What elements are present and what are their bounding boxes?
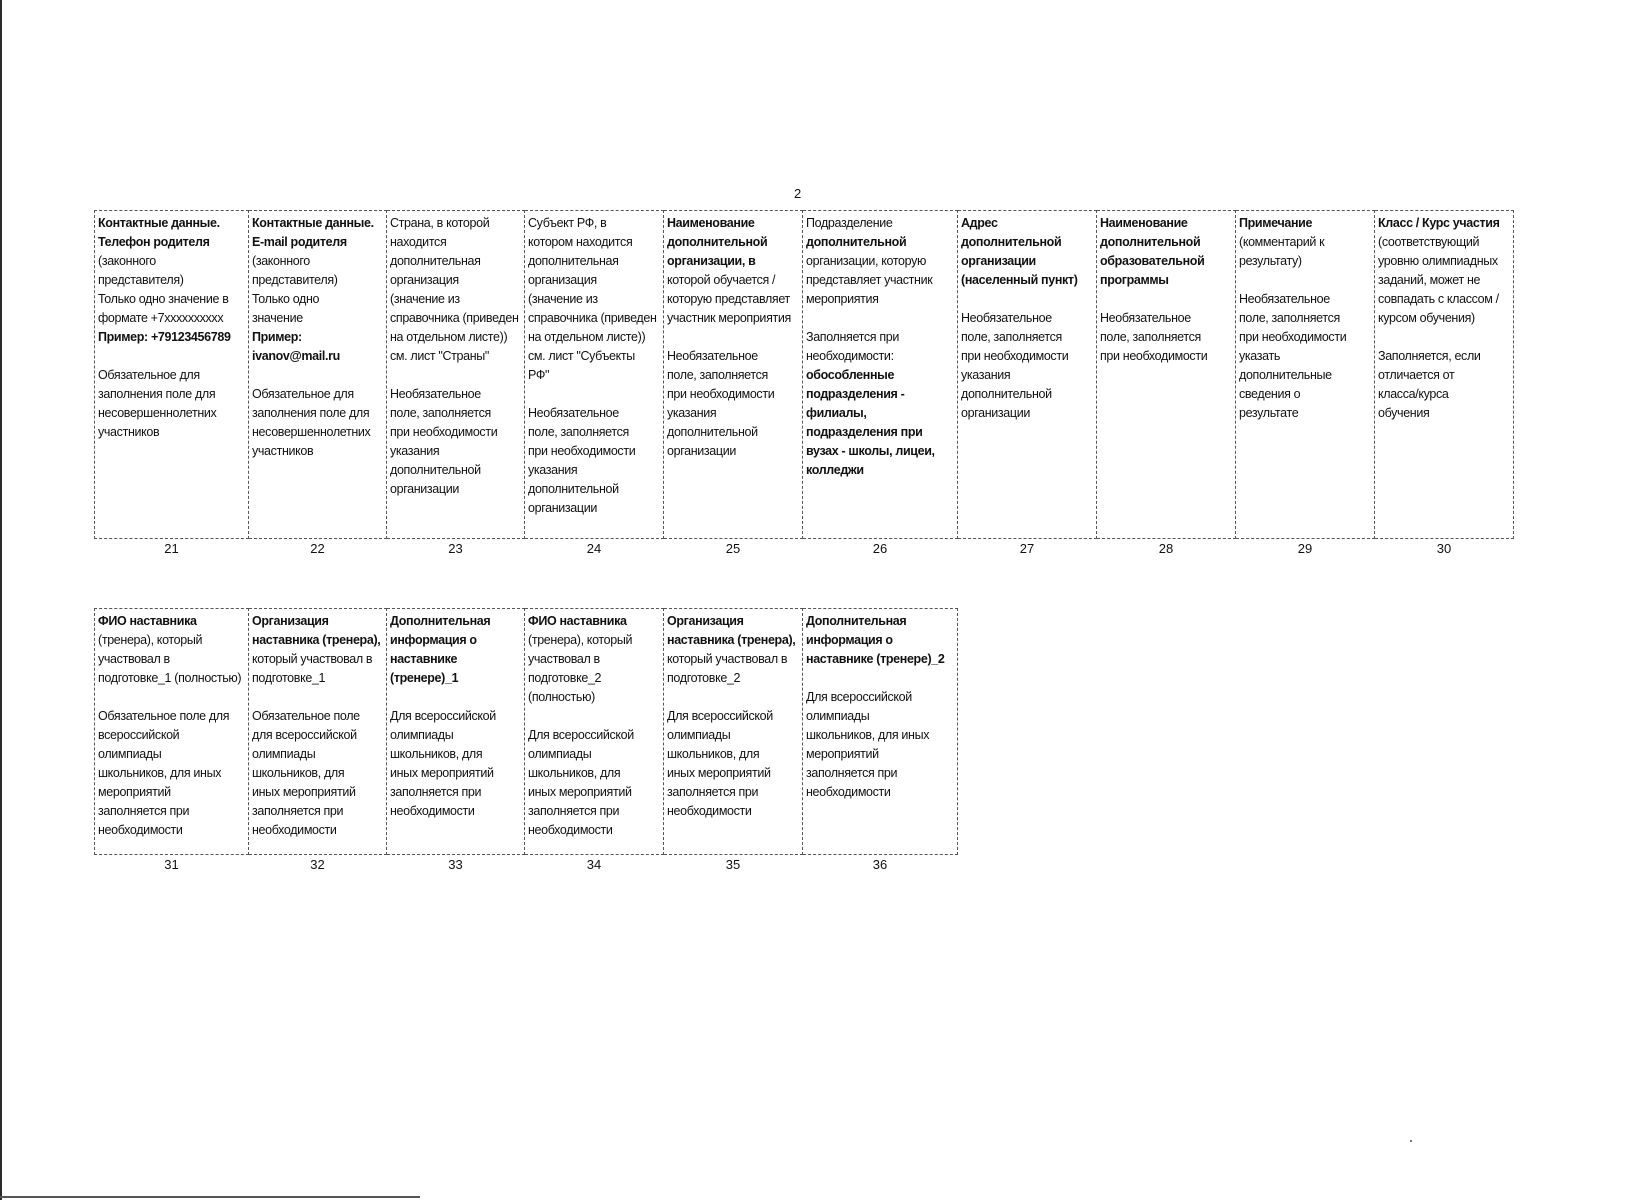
cell-text-line: несовершеннолетних <box>252 425 371 439</box>
cell-text-line: указания <box>667 406 717 420</box>
cell-text-line: дополнительной <box>667 425 758 439</box>
cell-text-line: подготовке_1 <box>252 671 326 685</box>
cell-text-line: заполняется при <box>667 785 759 799</box>
cell-text-line: E-mail родителя <box>252 235 347 249</box>
cell-text-line: организации <box>390 482 459 496</box>
cell-text-line: ivanov@mail.ru <box>252 349 340 363</box>
cell-text-line: Заполняется, если <box>1378 349 1481 363</box>
cell-text-line: образовательной <box>1100 254 1205 268</box>
cell-text-line: олимпиады <box>806 709 870 723</box>
cell-text-line: (значение из <box>390 292 460 306</box>
fields-table-top <box>94 210 1514 558</box>
cell-text-line: (значение из <box>528 292 598 306</box>
cell-text-line: мероприятий <box>98 785 171 799</box>
cell-text-line: наставнике <box>390 652 458 666</box>
cell-text-line: представителя) <box>98 273 184 287</box>
column-description-21 <box>95 211 249 539</box>
cell-text-line: олимпиады <box>98 747 162 761</box>
cell-text-line: (законного <box>98 254 156 268</box>
cell-text-line: заполняется при <box>98 804 190 818</box>
cell-text-line: организации, которую <box>806 254 927 268</box>
cell-text-line: заданий, может не <box>1378 273 1481 287</box>
cell-text-line: филиалы, <box>806 406 867 420</box>
cell-text-line: представляет участник <box>806 273 933 287</box>
column-description-22 <box>249 211 387 539</box>
cell-text-line: поле, заполняется <box>390 406 491 420</box>
cell-text-line: (населенный пункт) <box>961 273 1078 287</box>
column-description-30 <box>1375 211 1514 539</box>
cell-text-line: необходимости <box>390 804 475 818</box>
cell-text-line: необходимости <box>98 823 183 837</box>
cell-text-line: мероприятия <box>806 292 879 306</box>
scan-edge-line <box>0 0 2 1200</box>
cell-text-line: Пример: +79123456789 <box>98 330 231 344</box>
cell-text-line: олимпиады <box>667 728 731 742</box>
cell-text-line: заполняется при <box>252 804 344 818</box>
cell-text-line: которую представляет <box>667 292 790 306</box>
cell-text-line: Субъект РФ, в <box>528 216 607 230</box>
cell-text-line: для всероссийской <box>252 728 357 742</box>
column-description-35 <box>664 609 803 855</box>
cell-text-line: заполнения поле для <box>98 387 216 401</box>
cell-text-line: Для всероссийской <box>667 709 773 723</box>
cell-text-line: Дополнительная <box>390 614 491 628</box>
cell-text-line: (тренера), который <box>528 633 633 647</box>
cell-text-line: дополнительной <box>806 235 907 249</box>
cell-text-line: поле, заполняется <box>1100 330 1201 344</box>
cell-text-line: Необязательное <box>961 311 1052 325</box>
cell-text-line: при необходимости <box>1100 349 1208 363</box>
cell-text-line: подготовке_2 <box>528 671 602 685</box>
cell-text-line: на отдельном листе)) <box>528 330 646 344</box>
cell-text-line: который участвовал в <box>252 652 373 666</box>
cell-text-line: поле, заполняется <box>528 425 629 439</box>
cell-text-line: Дополнительная <box>806 614 907 628</box>
column-description-26 <box>803 211 958 539</box>
cell-text-line: участников <box>98 425 160 439</box>
cell-text-line: дополнительной <box>961 235 1062 249</box>
cell-text-line: иных мероприятий <box>252 785 356 799</box>
cell-text-line: необходимости <box>667 804 752 818</box>
cell-text-line: дополнительной <box>961 387 1052 401</box>
cell-text-line: Класс / Курс участия <box>1378 216 1500 230</box>
cell-text-line: организация <box>528 273 597 287</box>
cell-text-line: школьников, для иных <box>98 766 222 780</box>
cell-text-line: участник мероприятия <box>667 311 791 325</box>
column-number: 32 <box>310 857 325 872</box>
cell-text-line: мероприятий <box>806 747 879 761</box>
column-number: 36 <box>872 857 888 872</box>
cell-text-line: школьников, для <box>252 766 345 780</box>
cell-text-line: значение <box>252 311 303 325</box>
cell-text-line: представителя) <box>252 273 338 287</box>
cell-text-line: при необходимости <box>1239 330 1347 344</box>
blank-line <box>1378 328 1511 347</box>
cell-text-line: дополнительная <box>390 254 481 268</box>
cell-text-line: школьников, для <box>667 747 760 761</box>
cell-text-line: (тренера), который <box>98 633 203 647</box>
cell-text-line: организации <box>528 501 597 515</box>
column-number: 29 <box>1297 541 1313 556</box>
cell-text-line: иных мероприятий <box>390 766 494 780</box>
cell-text-line: Обязательное поле для <box>98 709 230 723</box>
cell-text-line: результате <box>1239 406 1299 420</box>
cell-text-line: Пример: <box>252 330 302 344</box>
column-description-25 <box>664 211 803 539</box>
cell-text-line: вузах - школы, лицеи, <box>806 444 935 458</box>
cell-text-line: Необязательное <box>1239 292 1330 306</box>
cell-text-line: программы <box>1100 273 1169 287</box>
cell-text-line: который участвовал в <box>667 652 788 666</box>
cell-text-line: дополнительные <box>1239 368 1332 382</box>
blank-line <box>390 688 522 707</box>
blank-line <box>98 688 246 707</box>
cell-text-line: необходимости <box>252 823 337 837</box>
cell-text-line: (соответствующий <box>1378 235 1480 249</box>
column-number: 26 <box>872 541 888 556</box>
cell-text-line: курсом обучения) <box>1378 311 1475 325</box>
blank-line <box>528 707 661 726</box>
cell-text-line: наставника (тренера), <box>667 633 796 647</box>
column-description-34 <box>525 609 664 855</box>
blank-line <box>98 347 246 366</box>
cell-text-line: справочника (приведен <box>528 311 657 325</box>
cell-text-line: дополнительной <box>667 235 768 249</box>
cell-text-line: иных мероприятий <box>667 766 771 780</box>
cell-text-line: которой обучается / <box>667 273 776 287</box>
cell-text-line: сведения о <box>1239 387 1301 401</box>
cell-text-line: Контактные данные. <box>252 216 374 230</box>
page-number: 2 <box>794 186 802 201</box>
cell-text-line: Примечание <box>1239 216 1313 230</box>
blank-line <box>806 669 955 688</box>
column-number: 30 <box>1436 541 1452 556</box>
cell-text-line: участвовал в <box>528 652 600 666</box>
cell-text-line: Обязательное поле <box>252 709 360 723</box>
cell-text-line: Наименование <box>667 216 755 230</box>
blank-line <box>528 385 661 404</box>
cell-text-line: Адрес <box>961 216 998 230</box>
cell-text-line: (полностью) <box>528 690 595 704</box>
fields-table-bottom <box>94 608 958 874</box>
cell-text-line: подразделения - <box>806 387 905 401</box>
cell-text-line: отличается от <box>1378 368 1455 382</box>
cell-text-line: Необязательное <box>1100 311 1191 325</box>
cell-text-line: поле, заполняется <box>961 330 1062 344</box>
blank-line <box>252 366 384 385</box>
cell-text-line: поле, заполняется <box>667 368 768 382</box>
cell-text-line: школьников, для <box>528 766 621 780</box>
cell-text-line: необходимости <box>528 823 613 837</box>
cell-text-line: олимпиады <box>528 747 592 761</box>
cell-text-line: при необходимости <box>667 387 775 401</box>
cell-text-line: дополнительной <box>528 482 619 496</box>
cell-text-line: (комментарий к <box>1239 235 1325 249</box>
cell-text-line: Контактные данные. <box>98 216 220 230</box>
column-description-23 <box>387 211 525 539</box>
cell-text-line: обособленные <box>806 368 895 382</box>
cell-text-line: участвовал в <box>98 652 170 666</box>
cell-text-line: уровню олимпиадных <box>1378 254 1498 268</box>
cell-text-line: см. лист "Субъекты <box>528 349 635 363</box>
cell-text-line: формате +7xxxxxxxxxx <box>98 311 224 325</box>
column-number: 25 <box>725 541 741 556</box>
cell-text-line: см. лист "Страны" <box>390 349 489 363</box>
cell-text-line: организации <box>961 254 1036 268</box>
cell-text-line: ФИО наставника <box>528 614 627 628</box>
column-description-28 <box>1097 211 1236 539</box>
cell-text-line: заполняется при <box>390 785 482 799</box>
column-description-36 <box>803 609 958 855</box>
cell-text-line: класса/курса <box>1378 387 1449 401</box>
cell-text-line: Необязательное <box>528 406 619 420</box>
column-number: 31 <box>164 857 179 872</box>
blank-line <box>252 688 384 707</box>
column-number: 33 <box>448 857 463 872</box>
blank-line <box>1239 271 1372 290</box>
cell-text-line: Телефон родителя <box>98 235 210 249</box>
cell-text-line: справочника (приведен <box>390 311 519 325</box>
column-number: 24 <box>586 541 602 556</box>
cell-text-line: РФ" <box>528 368 550 382</box>
column-number: 21 <box>164 541 179 556</box>
cell-text-line: Подразделение <box>806 216 893 230</box>
cell-text-line: указания <box>390 444 440 458</box>
cell-text-line: заполняется при <box>528 804 620 818</box>
cell-text-line: поле, заполняется <box>1239 311 1340 325</box>
scan-speck <box>1410 1140 1412 1142</box>
cell-text-line: школьников, для иных <box>806 728 930 742</box>
cell-text-line: подготовке_1 (полностью) <box>98 671 242 685</box>
column-description-27 <box>958 211 1097 539</box>
cell-text-line: организации <box>961 406 1030 420</box>
cell-text-line: результату) <box>1239 254 1302 268</box>
column-number: 23 <box>448 541 463 556</box>
cell-text-line: наставника (тренера), <box>252 633 381 647</box>
cell-text-line: Обязательное для <box>98 368 200 382</box>
cell-text-line: при необходимости <box>390 425 498 439</box>
cell-text-line: участников <box>252 444 314 458</box>
cell-text-line: олимпиады <box>252 747 316 761</box>
cell-text-line: заполнения поле для <box>252 406 370 420</box>
cell-text-line: (законного <box>252 254 310 268</box>
cell-text-line: Для всероссийской <box>806 690 912 704</box>
cell-text-line: Для всероссийской <box>528 728 634 742</box>
column-number: 28 <box>1158 541 1174 556</box>
cell-text-line: иных мероприятий <box>528 785 632 799</box>
column-number: 35 <box>725 857 741 872</box>
cell-text-line: Наименование <box>1100 216 1188 230</box>
column-number: 34 <box>586 857 602 872</box>
cell-text-line: организация <box>390 273 459 287</box>
cell-text-line: школьников, для <box>390 747 483 761</box>
cell-text-line: (тренере)_1 <box>390 671 459 685</box>
cell-text-line: Заполняется при <box>806 330 899 344</box>
blank-line <box>667 688 800 707</box>
column-description-24 <box>525 211 664 539</box>
cell-text-line: при необходимости <box>528 444 636 458</box>
cell-text-line: необходимости <box>806 785 891 799</box>
column-description-32 <box>249 609 387 855</box>
cell-text-line: указания <box>961 368 1011 382</box>
cell-text-line: Только одно <box>252 292 320 306</box>
column-number: 27 <box>1019 541 1035 556</box>
cell-text-line: колледжи <box>806 463 864 477</box>
blank-line <box>390 366 522 385</box>
cell-text-line: Обязательное для <box>252 387 354 401</box>
cell-text-line: Необязательное <box>390 387 481 401</box>
cell-text-line: подразделения при <box>806 425 923 439</box>
blank-line <box>806 309 955 328</box>
cell-text-line: дополнительная <box>528 254 619 268</box>
cell-text-line: необходимости: <box>806 349 894 363</box>
cell-text-line: совпадать с классом / <box>1378 292 1499 306</box>
column-description-33 <box>387 609 525 855</box>
cell-text-line: дополнительной <box>1100 235 1201 249</box>
cell-text-line: наставнике (тренере)_2 <box>806 652 945 666</box>
cell-text-line: ФИО наставника <box>98 614 197 628</box>
blank-line <box>961 290 1094 309</box>
cell-text-line: Необязательное <box>667 349 758 363</box>
scan-bottom-line <box>0 1196 420 1198</box>
cell-text-line: Страна, в которой <box>390 216 490 230</box>
cell-text-line: Организация <box>667 614 744 628</box>
column-description-29 <box>1236 211 1375 539</box>
cell-text-line: на отдельном листе)) <box>390 330 508 344</box>
cell-text-line: указать <box>1239 349 1281 363</box>
cell-text-line: Только одно значение в <box>98 292 229 306</box>
cell-text-line: Для всероссийской <box>390 709 496 723</box>
cell-text-line: заполняется при <box>806 766 898 780</box>
blank-line <box>667 328 800 347</box>
cell-text-line: организации <box>667 444 736 458</box>
cell-text-line: всероссийской <box>98 728 180 742</box>
blank-line <box>1100 290 1233 309</box>
cell-text-line: обучения <box>1378 406 1430 420</box>
cell-text-line: Организация <box>252 614 329 628</box>
cell-text-line: котором находится <box>528 235 633 249</box>
column-description-31 <box>95 609 249 855</box>
cell-text-line: находится <box>390 235 447 249</box>
cell-text-line: организации, в <box>667 254 756 268</box>
cell-text-line: информация о <box>806 633 893 647</box>
column-number: 22 <box>310 541 325 556</box>
cell-text-line: олимпиады <box>390 728 454 742</box>
cell-text-line: указания <box>528 463 578 477</box>
cell-text-line: несовершеннолетних <box>98 406 217 420</box>
cell-text-line: подготовке_2 <box>667 671 741 685</box>
cell-text-line: дополнительной <box>390 463 481 477</box>
cell-text-line: информация о <box>390 633 477 647</box>
cell-text-line: при необходимости <box>961 349 1069 363</box>
